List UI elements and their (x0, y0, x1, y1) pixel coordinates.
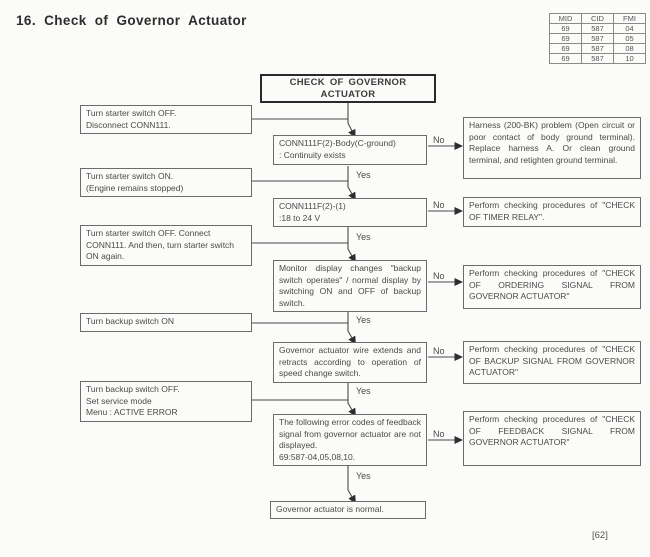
no-label: No (433, 429, 445, 439)
spine-arrow-4 (348, 311, 352, 338)
instruction-box-1: Turn starter switch OFF. Disconnect CONN111. (80, 105, 252, 134)
cell-fmi: 05 (614, 34, 646, 44)
yes-label: Yes (356, 386, 371, 396)
cell-cid: 587 (582, 44, 614, 54)
cell-cid: 587 (582, 54, 614, 64)
instruction-box-5: Turn backup switch OFF. Set service mode Menu : ACTIVE ERROR (80, 381, 252, 422)
instruction-box-3: Turn starter switch OFF. Connect CONN111. And then, turn starter switch ON again. (80, 225, 252, 266)
check-box-2: CONN111F(2)-(1) :18 to 24 V (273, 198, 427, 227)
col-header-fmi: FMI (614, 14, 646, 24)
instruction-box-4: Turn backup switch ON (80, 313, 252, 332)
spine-arrow-6 (348, 466, 352, 497)
action-box-1: Harness (200-BK) problem (Open circuit or poor contact of body ground terminal). Replace harness A. Or clean ground terminal, and retighten ground terminal. (463, 117, 641, 179)
no-label: No (433, 271, 445, 281)
no-label: No (433, 200, 445, 210)
spine-arrow-2 (348, 166, 352, 194)
no-label: No (433, 135, 445, 145)
spine-arrow-3 (348, 227, 352, 256)
action-box-4: Perform checking procedures of "CHECK OF BACKUP SIGNAL FROM GOVERNOR ACTUATOR" (463, 341, 641, 384)
cell-mid: 69 (550, 44, 582, 54)
spine-arrow-1 (348, 102, 352, 131)
yes-label: Yes (356, 471, 371, 481)
check-box-4: Governor actuator wire extends and retracts according to operation of speed change switch. (273, 342, 427, 383)
instruction-box-2: Turn starter switch ON. (Engine remains stopped) (80, 168, 252, 197)
cell-mid: 69 (550, 54, 582, 64)
cell-mid: 69 (550, 34, 582, 44)
cell-mid: 69 (550, 24, 582, 34)
cell-fmi: 04 (614, 24, 646, 34)
check-box-1: CONN111F(2)-Body(C-ground) : Continuity exists (273, 135, 427, 165)
check-box-5: The following error codes of feedback signal from governor actuator are not displayed. 69:587-04,05,08,10. (273, 414, 427, 466)
start-box: CHECK OF GOVERNOR ACTUATOR (260, 74, 436, 103)
cell-cid: 587 (582, 34, 614, 44)
check-box-3: Monitor display changes "backup switch operates" / normal display by switching ON and OFF of backup switch. (273, 260, 427, 312)
cell-cid: 587 (582, 24, 614, 34)
no-label: No (433, 346, 445, 356)
spine-arrow-5 (348, 381, 352, 410)
cell-fmi: 10 (614, 54, 646, 64)
action-box-3: Perform checking procedures of "CHECK OF ORDERING SIGNAL FROM GOVERNOR ACTUATOR" (463, 265, 641, 309)
page-number: [62] (592, 530, 608, 541)
col-header-mid: MID (550, 14, 582, 24)
page-title: 16. Check of Governor Actuator (16, 13, 247, 28)
yes-label: Yes (356, 315, 371, 325)
yes-label: Yes (356, 170, 371, 180)
action-box-2: Perform checking procedures of "CHECK OF TIMER RELAY". (463, 197, 641, 227)
action-box-5: Perform checking procedures of "CHECK OF FEEDBACK SIGNAL FROM GOVERNOR ACTUATOR" (463, 411, 641, 466)
yes-label: Yes (356, 232, 371, 242)
col-header-cid: CID (582, 14, 614, 24)
cell-fmi: 08 (614, 44, 646, 54)
end-box: Governor actuator is normal. (270, 501, 426, 519)
